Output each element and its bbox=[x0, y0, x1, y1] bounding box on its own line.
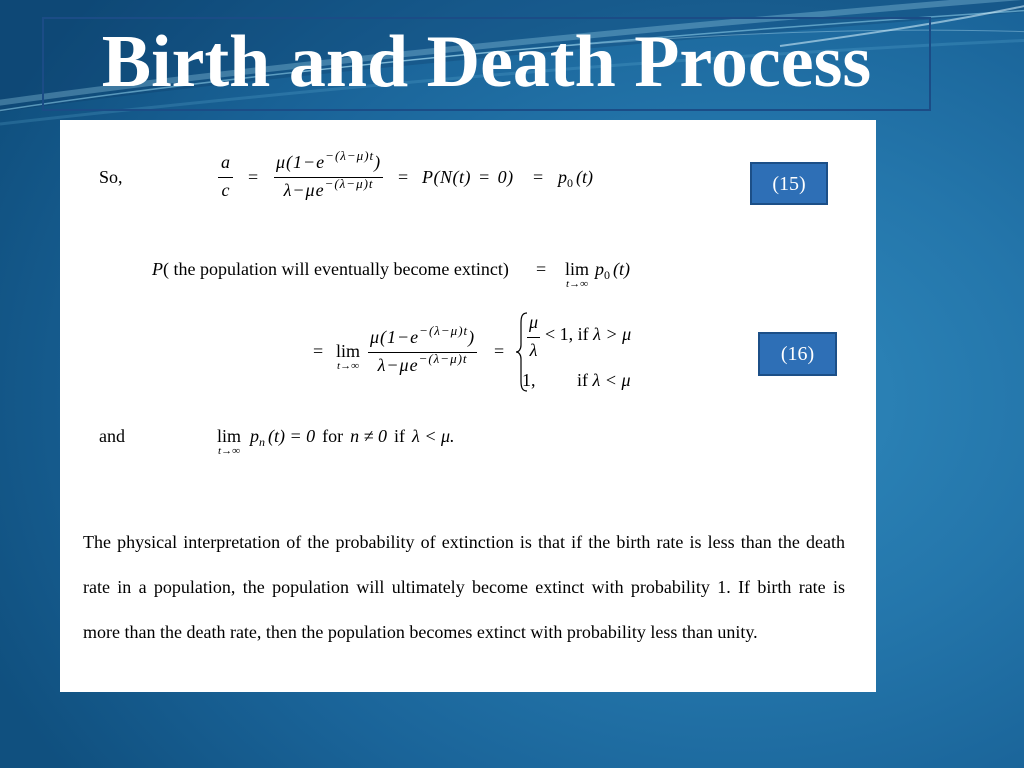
limit-label: lim bbox=[565, 259, 590, 279]
case1-inequality: λ > μ bbox=[593, 324, 632, 344]
limit-subscript: t→∞ bbox=[218, 445, 240, 457]
limit-note-lead: and bbox=[99, 426, 125, 446]
denominator: c bbox=[221, 180, 230, 200]
denominator-main: λ−μe bbox=[283, 180, 325, 200]
eq15-rhs bbox=[558, 167, 593, 190]
case2-if: if bbox=[577, 370, 588, 390]
case2-value: 1, bbox=[522, 370, 536, 390]
numerator: μ bbox=[529, 312, 539, 332]
case1-condition bbox=[545, 324, 631, 344]
rhs-argument: (t) bbox=[576, 167, 593, 187]
limit-operator bbox=[565, 259, 589, 290]
pn-base: p bbox=[250, 426, 259, 446]
extinction-lhs bbox=[152, 259, 509, 279]
extinction-event: ( the population will eventually become extinct) bbox=[163, 259, 509, 279]
paragraph-line: rate in a population, the population will ultimately become extinct with probability 1. If birth rate is bbox=[83, 577, 845, 597]
equals-sign: = bbox=[313, 341, 324, 361]
if-word: if bbox=[394, 426, 406, 446]
limit-label: lim bbox=[336, 341, 361, 361]
rhs-subscript: 0 bbox=[567, 176, 573, 190]
extinction-rhs bbox=[595, 259, 630, 282]
eq15-main-fraction bbox=[274, 148, 383, 200]
denominator-exponent: −(λ−μ)t bbox=[418, 351, 468, 366]
fraction-bar bbox=[527, 337, 540, 338]
rhs-subscript: 0 bbox=[604, 268, 610, 282]
numerator-main: μ(1−e bbox=[370, 327, 420, 347]
limit-operator bbox=[336, 341, 360, 372]
for-word: for bbox=[322, 426, 344, 446]
case1-fraction bbox=[527, 312, 540, 360]
eq16-main-fraction bbox=[368, 323, 477, 375]
equation-number-16: (16) bbox=[758, 332, 837, 376]
denominator bbox=[368, 351, 477, 375]
rhs-base: p bbox=[558, 167, 567, 187]
numerator bbox=[274, 148, 383, 172]
denominator bbox=[274, 176, 383, 200]
limit-subscript: t→∞ bbox=[337, 360, 359, 372]
numerator-exponent: −(λ−μ)t bbox=[419, 323, 469, 338]
paragraph-line: more than the death rate, then the population becomes extinct with probability less than unity. bbox=[83, 622, 758, 642]
limit-subscript: t→∞ bbox=[566, 278, 588, 290]
numerator-close-paren: ) bbox=[468, 327, 476, 347]
equals-sign: = bbox=[536, 259, 547, 279]
eq15-probability: P(N(t) = 0) bbox=[422, 167, 514, 187]
pn-subscript: n bbox=[259, 435, 265, 449]
numerator bbox=[368, 323, 477, 347]
probability-symbol: P bbox=[152, 259, 163, 279]
paragraph-line: The physical interpretation of the probability of extinction is that if the birth rate is less than the death bbox=[83, 532, 845, 552]
numerator-main: μ(1−e bbox=[276, 152, 326, 172]
interpretation-paragraph bbox=[83, 520, 845, 655]
content-panel bbox=[60, 120, 876, 692]
equals-sign: = bbox=[248, 167, 259, 187]
limit-note-expression bbox=[250, 426, 455, 449]
equation-number-15: (15) bbox=[750, 162, 828, 205]
case2-inequality: λ < μ bbox=[592, 370, 631, 390]
limit-label: lim bbox=[217, 426, 242, 446]
rhs-base: p bbox=[595, 259, 604, 279]
denominator: λ bbox=[529, 340, 538, 360]
fraction-bar bbox=[218, 177, 233, 178]
slide-title: Birth and Death Process bbox=[101, 21, 872, 103]
limit-value: (t) = 0 bbox=[268, 426, 316, 446]
eq15-lead: So, bbox=[99, 167, 123, 187]
numerator-exponent: −(λ−μ)t bbox=[325, 148, 375, 163]
eq15-lhs-fraction bbox=[218, 152, 233, 200]
equals-sign: = bbox=[494, 341, 505, 361]
case1-text: < 1, if bbox=[545, 324, 589, 344]
denominator-exponent: −(λ−μ)t bbox=[324, 176, 374, 191]
denominator-main: λ−μe bbox=[377, 355, 419, 375]
equals-sign: = bbox=[398, 167, 409, 187]
condition: λ < μ. bbox=[412, 426, 455, 446]
rhs-argument: (t) bbox=[613, 259, 630, 279]
case2-condition bbox=[577, 370, 630, 390]
numerator-close-paren: ) bbox=[374, 152, 382, 172]
limit-operator bbox=[217, 426, 241, 457]
exception: n ≠ 0 bbox=[350, 426, 388, 446]
numerator: a bbox=[221, 152, 230, 172]
equals-sign: = bbox=[533, 167, 544, 187]
